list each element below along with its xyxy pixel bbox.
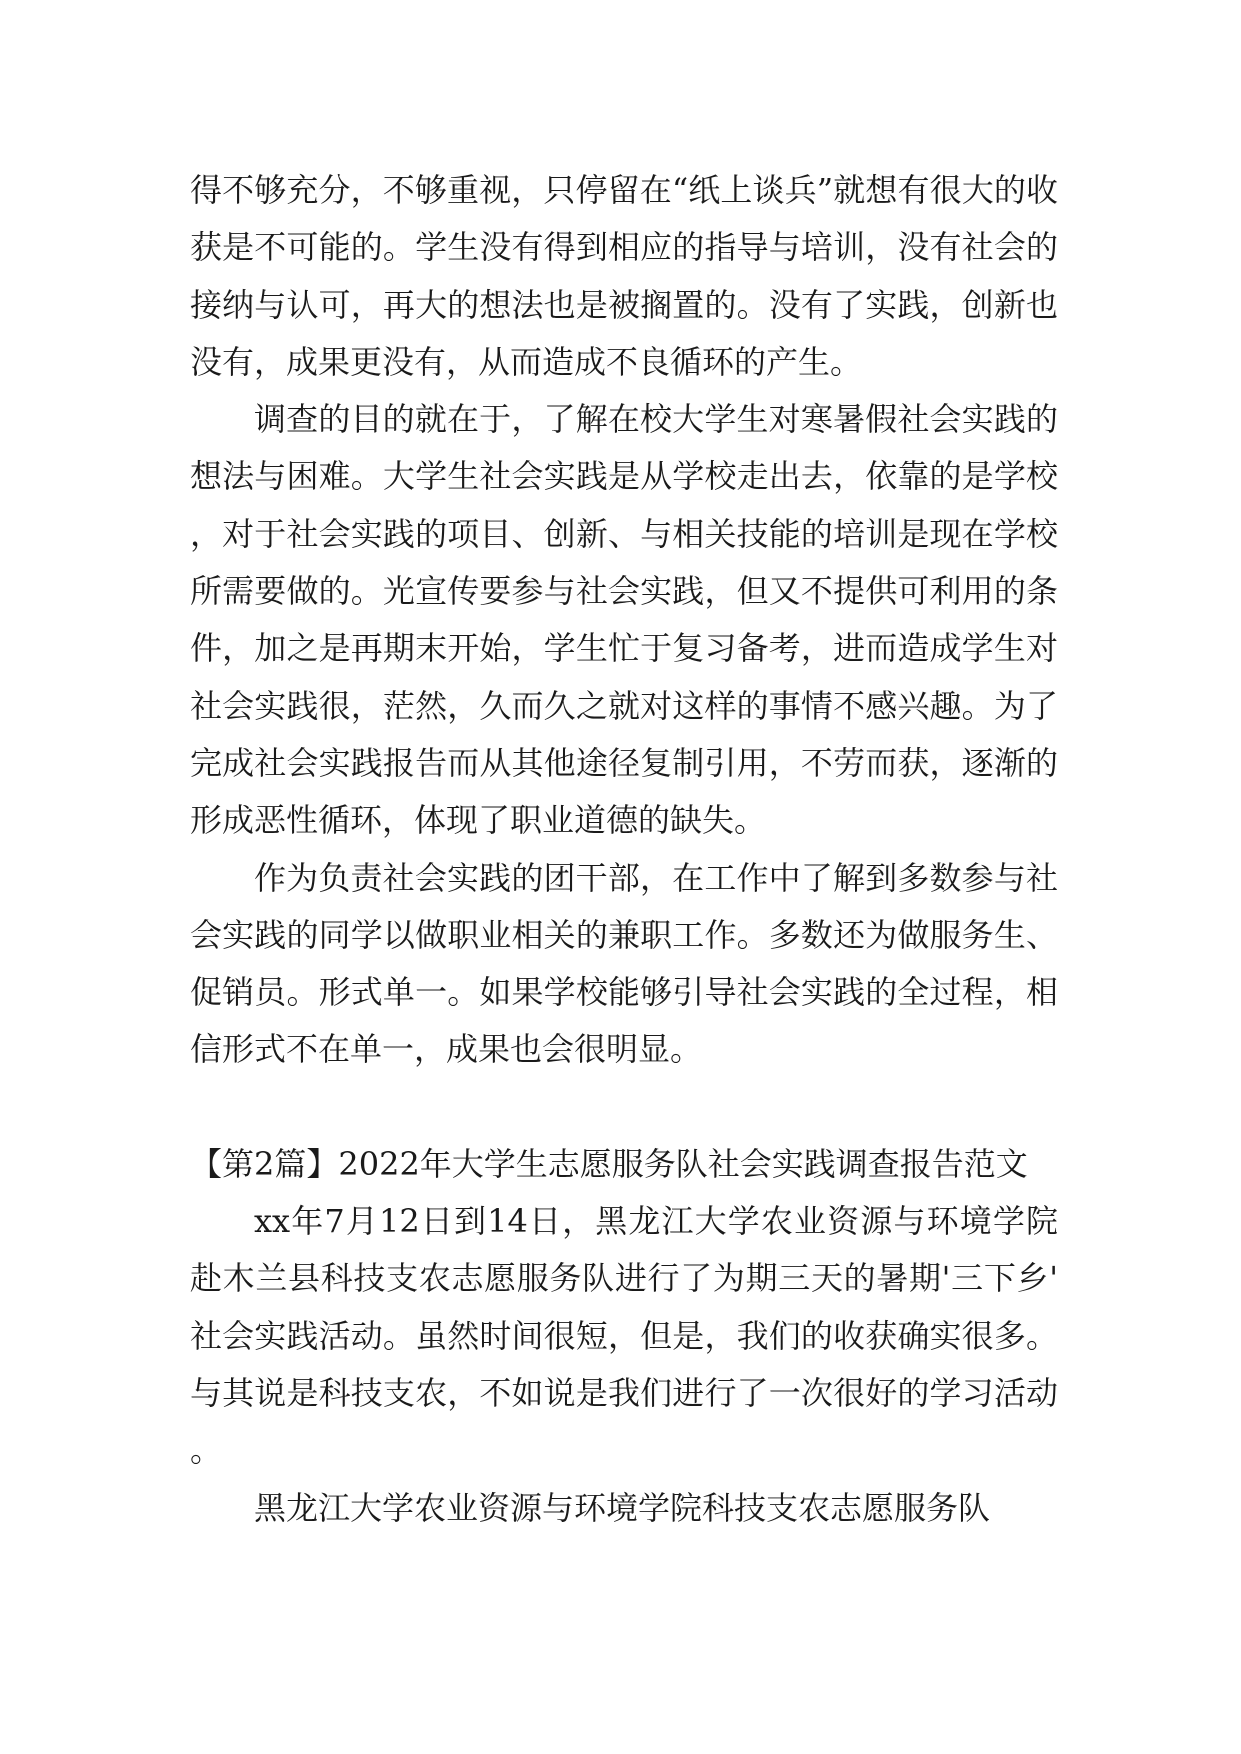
document-body (190, 162, 1058, 1537)
paragraph-team-intro: 黑龙江大学农业资源与环境学院科技支农志愿服务队 (254, 1488, 991, 1527)
paragraph-survey-purpose: 调查的目的就在于，了解在校大学生对寒暑假社会实践的想法与困难。大学生社会实践是从学校走出去，依靠的是学校，对于社会实践的项目、创新、与相关技能的培训是现在学校所需要做的。光宣传要参与社会实践，但又不提供可利用的条件，加之是再期末开始，学生忙于复习备考，进而造成学生对社会实践很，茫然，久而久之就对这样的事情不感兴趣。为了完成社会实践报告而从其他途径复制引用，不劳而获，逐渐的形成恶性循环，体现了职业道德的缺失。 (190, 400, 1058, 840)
paragraph-cadre-observation: 作为负责社会实践的团干部，在工作中了解到多数参与社会实践的同学以做职业相关的兼职工作。多数还为做服务生、促销员。形式单一。如果学校能够引导社会实践的全过程，相信形式不在单一，成果也会很明显。 (190, 858, 1058, 1069)
paragraph-activity-intro: xx年7月12日到14日，黑龙江大学农业资源与环境学院赴木兰县科技支农志愿服务队进行了为期三天的暑期'三下乡'社会实践活动。虽然时间很短，但是，我们的收获确实很多。与其说是科技支农，不如说是我们进行了一次很好的学习活动。 (190, 1202, 1058, 1470)
section-spacer (190, 1079, 1058, 1136)
paragraph-continued: 得不够充分，不够重视，只停留在“纸上谈兵”就想有很大的收获是不可能的。学生没有得到相应的指导与培训，没有社会的接纳与认可，再大的想法也是被搁置的。没有了实践，创新也没有，成果更没有，从而造成不良循环的产生。 (190, 171, 1058, 381)
section-heading: 【第2篇】2022年大学生志愿服务队社会实践调查报告范文 (190, 1144, 1028, 1183)
